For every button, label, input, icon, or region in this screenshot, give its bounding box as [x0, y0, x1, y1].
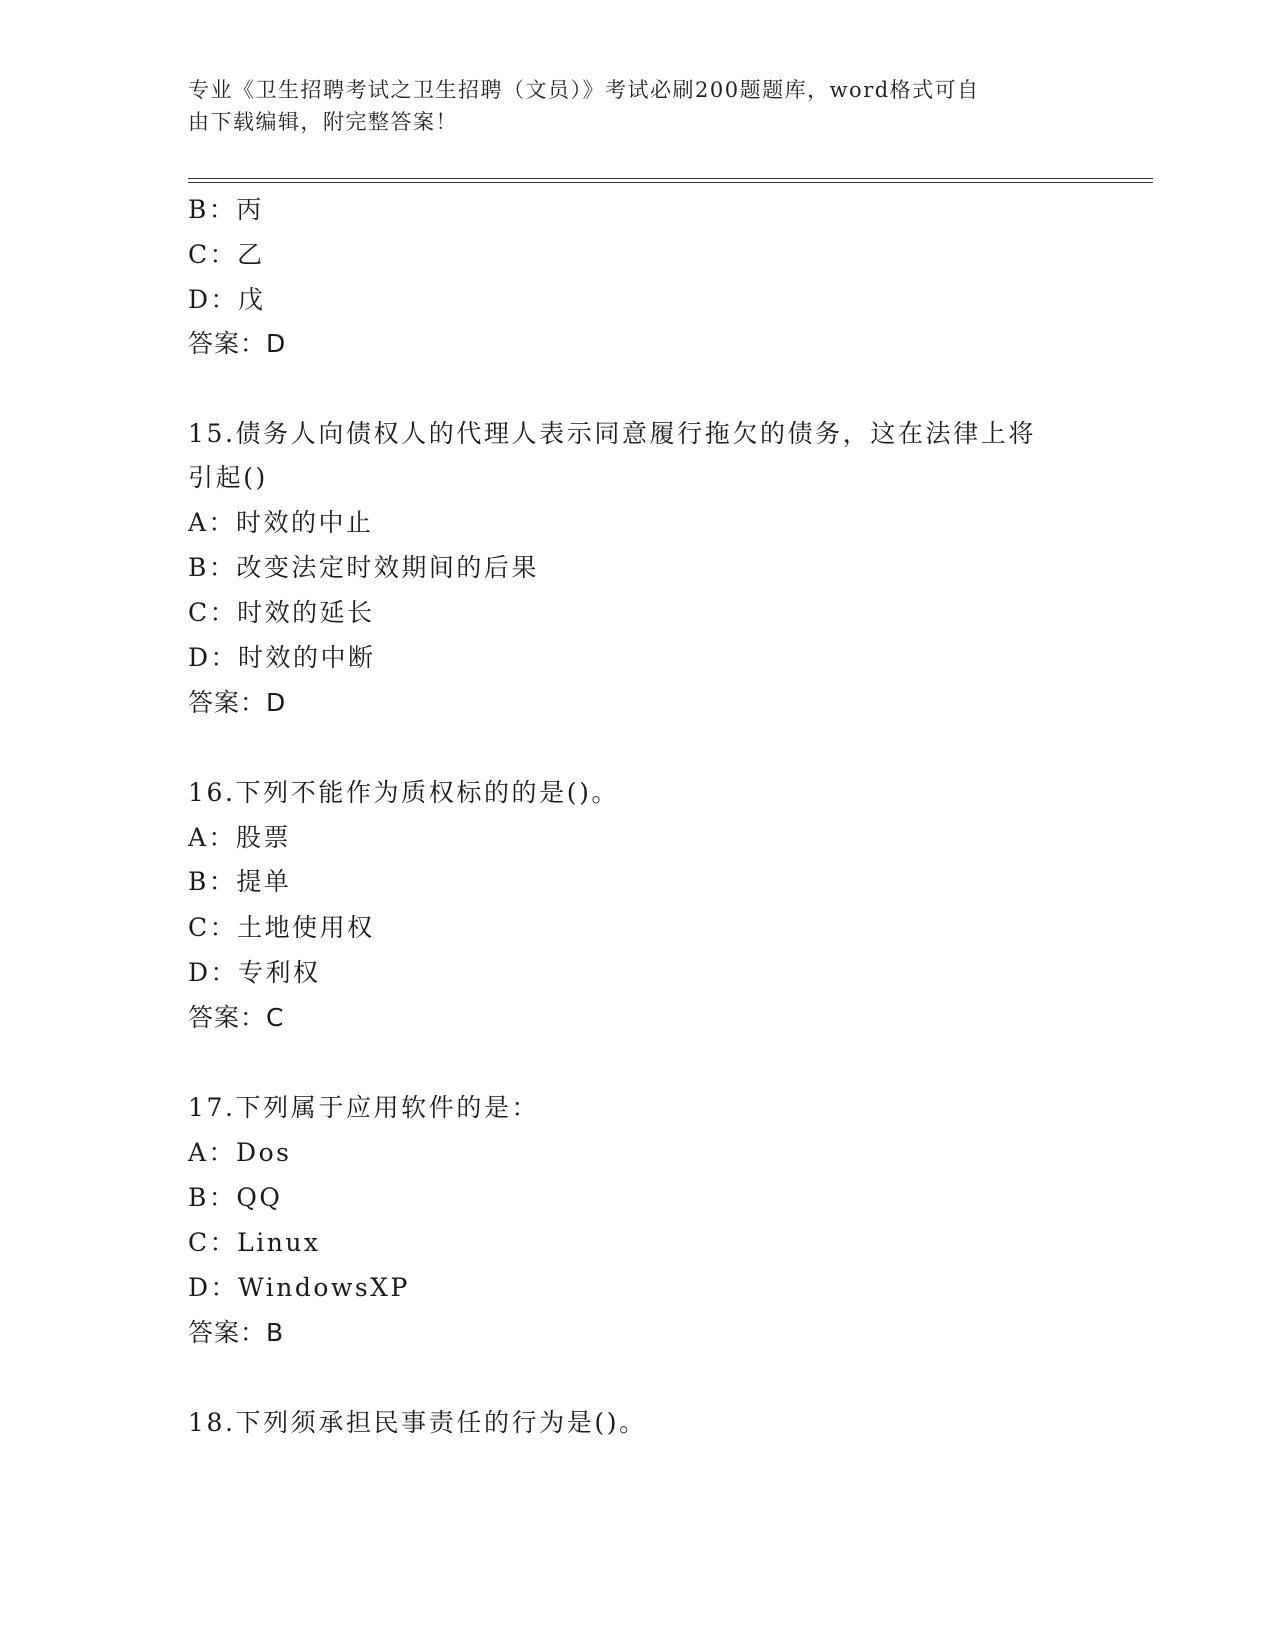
- question-18-text: 18.下列须承担民事责任的行为是()。: [188, 1408, 647, 1437]
- question-17-option-d: D：WindowsXP: [188, 1273, 410, 1302]
- document-header: [188, 74, 1088, 138]
- header-divider-top: [188, 178, 1153, 179]
- question-15-text-line-1: 15.债务人向债权人的代理人表示同意履行拖欠的债务，这在法律上将: [188, 419, 1036, 448]
- question-17-option-a: A：Dos: [188, 1138, 292, 1167]
- question-16-text: 16.下列不能作为质权标的的是()。: [188, 778, 620, 807]
- question-15-option-c: C：时效的延长: [188, 598, 375, 627]
- question-15-option-a: A：时效的中止: [188, 508, 374, 537]
- question-15-option-b: B：改变法定时效期间的后果: [188, 553, 539, 582]
- option-d: D：戊: [188, 285, 266, 314]
- question-17-text: 17.下列属于应用软件的是：: [188, 1093, 540, 1122]
- question-16-answer: 答案：C: [188, 1003, 285, 1032]
- header-line-2: 由下载编辑，附完整答案！: [188, 110, 458, 134]
- question-16-option-b: B：提单: [188, 867, 292, 896]
- option-c: C：乙: [188, 240, 265, 269]
- question-15-answer: 答案：D: [188, 688, 287, 717]
- header-divider-bottom: [188, 182, 1153, 183]
- question-17-answer: 答案：B: [188, 1318, 285, 1347]
- option-b: B：丙: [188, 195, 264, 224]
- question-16-option-a: A：股票: [188, 823, 292, 852]
- question-15-text-line-2: 引起(): [188, 463, 268, 492]
- answer: 答案：D: [188, 329, 287, 358]
- question-15-option-d: D：时效的中断: [188, 643, 376, 672]
- question-16-option-d: D：专利权: [188, 958, 321, 987]
- question-17-option-c: C：Linux: [188, 1228, 321, 1257]
- header-line-1: 专业《卫生招聘考试之卫生招聘（文员）》考试必刷200题题库，word格式可自: [188, 78, 980, 102]
- question-16-option-c: C：土地使用权: [188, 913, 375, 942]
- question-17-option-b: B：QQ: [188, 1183, 283, 1212]
